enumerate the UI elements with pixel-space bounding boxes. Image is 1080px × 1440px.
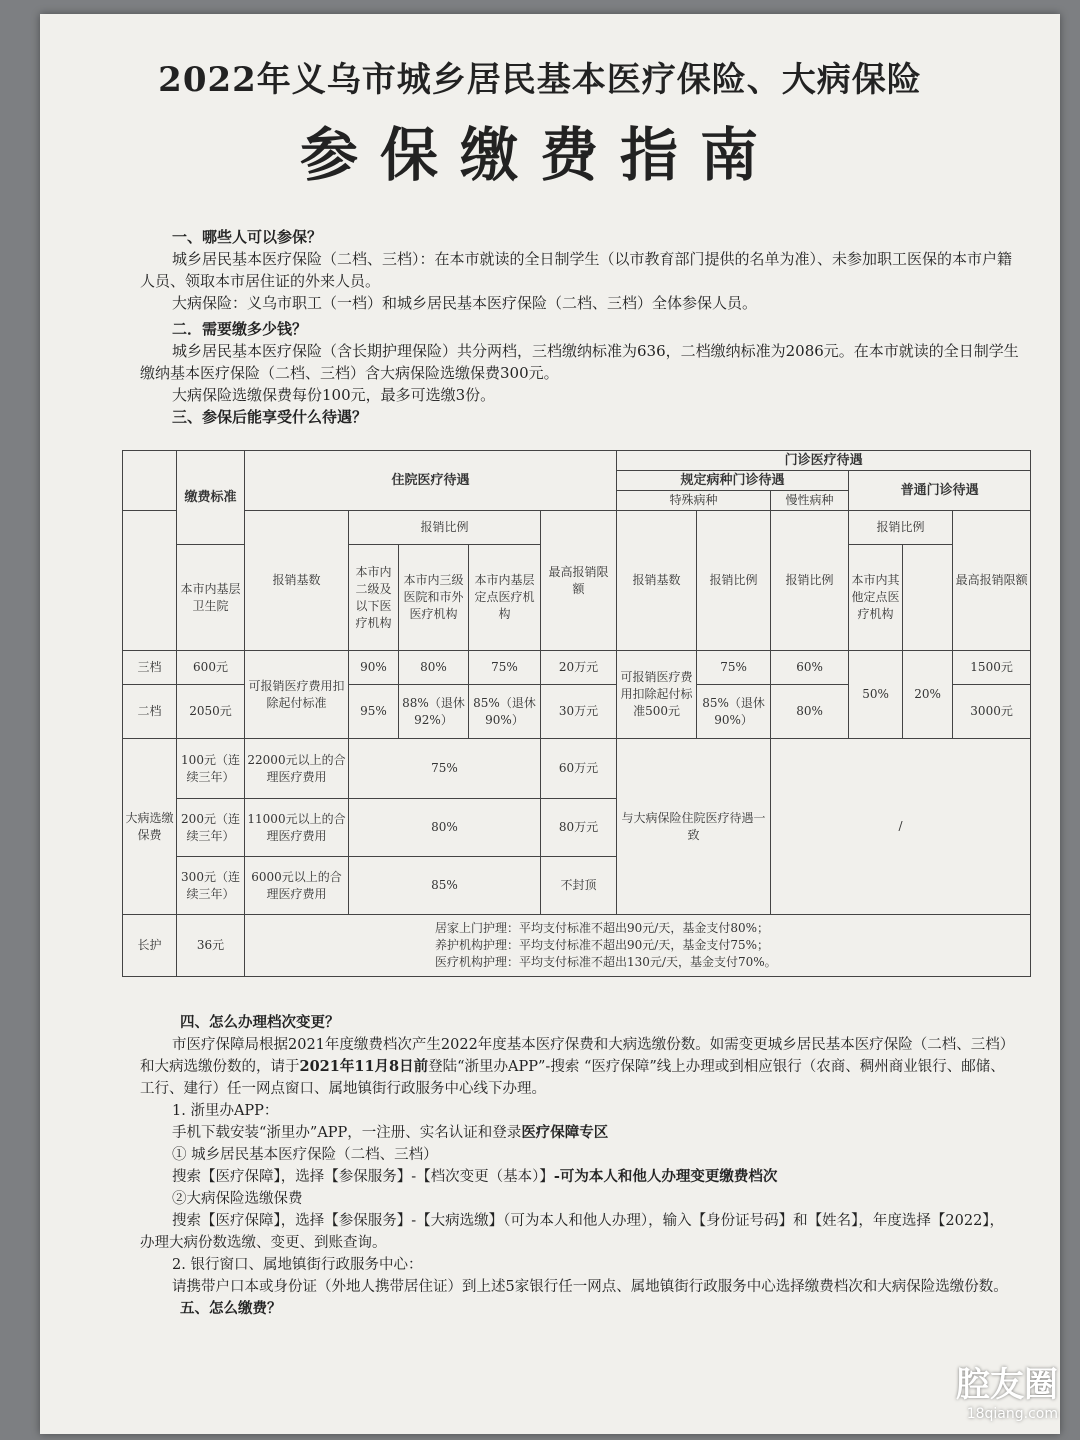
major-label: 大病选缴保费 (123, 739, 177, 915)
section-4-item-1-para (140, 1166, 1010, 1188)
section-1-heading: 一、哪些人可以参保？ (172, 228, 323, 246)
row-label-3: 三档 (123, 651, 177, 685)
header-base: 报销基数 (245, 511, 349, 651)
section-4-sub-1-para (140, 1122, 1010, 1144)
section-2-para-1: 城乡居民基本医疗保险（含长期护理保险）共分两档，三档缴纳标准为636，二档缴纳标准为2086元。在本市就读的全日制学生缴纳基本医疗保险（二档、三档）含大病保险选缴保费300元。 (140, 342, 1019, 382)
row-fee-2: 2050元 (177, 685, 245, 739)
r3-ch-ratio: 60% (771, 651, 849, 685)
m2-cap: 80万元 (541, 799, 617, 857)
section-4-heading: 四、怎么办理档次变更？ (180, 1014, 340, 1031)
header-fee: 缴费标准 (177, 451, 245, 545)
section-1 (140, 226, 1020, 314)
r3-b: 80% (399, 651, 469, 685)
ltc-line-2: 养护机构护理：平均支付标准不超出90元/天，基金支付75%； (435, 938, 769, 952)
header-special: 特殊病种 (617, 491, 771, 511)
m2-fee: 200元（连续三年） (177, 799, 245, 857)
m2-ratio: 80% (349, 799, 541, 857)
r2-cap: 30万元 (541, 685, 617, 739)
header-cap: 最高报销限额 (541, 511, 617, 651)
document-subtitle: 参保缴费指南 (299, 121, 780, 189)
major-same: 与大病保险住院医疗待遇一致 (617, 739, 771, 915)
table-corner (123, 451, 177, 511)
ltc-line-3: 医疗机构护理：平均支付标准不超出130元/天，基金支付70%。 (435, 955, 777, 969)
section-4-item-2: ②大病保险选缴保费 (172, 1191, 303, 1207)
major-slash: / (771, 739, 1031, 915)
header-sp-base: 报销基数 (617, 511, 697, 651)
r3-cap: 20万元 (541, 651, 617, 685)
ltc-line-1: 居家上门护理：平均支付标准不超出90元/天，基金支付80%； (435, 921, 769, 935)
m3-base: 6000元以上的合理医疗费用 (245, 857, 349, 915)
header-g2: 本市内其他定点医疗机构 (849, 545, 903, 651)
header-ch-ratio: 报销比例 (771, 511, 849, 651)
r3-a: 90% (349, 651, 399, 685)
section-1-para-2: 大病保险：义乌市职工（一档）和城乡居民基本医疗保险（二档、三档）全体参保人员。 (172, 294, 758, 312)
benefit-table (122, 450, 1031, 977)
header-sp-ratio: 报销比例 (697, 511, 771, 651)
m3-fee: 300元（连续三年） (177, 857, 245, 915)
header-h2: 本市内二级及以下医疗机构 (349, 545, 399, 651)
table-corner-lower (123, 511, 177, 651)
m1-cap: 60万元 (541, 739, 617, 799)
r2-ch-ratio: 80% (771, 685, 849, 739)
inpatient-base: 可报销医疗费用扣除起付标准 (245, 651, 349, 739)
m3-cap: 不封顶 (541, 857, 617, 915)
header-designated: 规定病种门诊待遇 (617, 471, 849, 491)
section-5-heading: 五、怎么缴费？ (180, 1300, 282, 1317)
section-4-sub-2: 2. 银行窗口、属地镇街行政服务中心： (172, 1257, 423, 1273)
r3-c: 75% (469, 651, 541, 685)
section-4-sub-1: 1. 浙里办APP： (172, 1103, 279, 1119)
item-1-para-b: -可为本人和他人办理变更缴费档次 (553, 1168, 778, 1185)
section-2-para-2: 大病保险选缴保费每份100元，最多可选缴3份。 (172, 386, 496, 404)
r2-a: 95% (349, 685, 399, 739)
header-inpatient: 住院医疗待遇 (245, 451, 617, 511)
section-4-item-2-para: 搜索【医疗保障】，选择【参保服务】-【大病选缴】（可为本人和他人办理），输入【身份证号码】和【姓名】，年度选择【2022】，办理大病份数选缴、变更、到账查询。 (140, 1213, 1005, 1251)
m2-base: 11000元以上的合理医疗费用 (245, 799, 349, 857)
watermark (956, 1357, 1058, 1422)
section-4-sub-2-para: 请携带户口本或身份证（外地人携带居住证）到上述5家银行任一网点、属地镇街行政服务中心选择缴费档次和大病保险选缴份数。 (172, 1279, 1008, 1295)
header-ratio: 报销比例 (349, 511, 541, 545)
row-fee-3: 600元 (177, 651, 245, 685)
section-4-item-1: ① 城乡居民基本医疗保险（二档、三档） (172, 1147, 438, 1163)
m1-fee: 100元（连续三年） (177, 739, 245, 799)
table-row (123, 651, 1031, 685)
r2-sp-ratio: 85%（退休90%） (697, 685, 771, 739)
m1-ratio: 75% (349, 739, 541, 799)
header-g-cap: 最高报销限额 (953, 511, 1031, 651)
section-4-deadline: 2021年11月8日前 (299, 1058, 429, 1075)
table-row (123, 739, 1031, 799)
ltc-detail (245, 915, 1031, 977)
header-outpatient: 门诊医疗待遇 (617, 451, 1031, 471)
table-row (123, 915, 1031, 977)
m1-base: 22000元以上的合理医疗费用 (245, 739, 349, 799)
general-b: 20% (903, 651, 953, 739)
ltc-fee: 36元 (177, 915, 245, 977)
r2-b: 88%（退休92%） (399, 685, 469, 739)
header-h1: 本市内基层卫生院 (177, 545, 245, 651)
ltc-label: 长护 (123, 915, 177, 977)
watermark-logo: 腔友圈 (956, 1365, 1058, 1405)
r2-gcap: 3000元 (953, 685, 1031, 739)
header-general: 普通门诊待遇 (849, 471, 1031, 511)
header-h3: 本市内三级医院和市外医疗机构 (399, 545, 469, 651)
document-title: 2022年义乌市城乡居民基本医疗保险、大病保险 (158, 60, 922, 100)
section-4-para-1 (140, 1034, 1010, 1100)
sub-1-para-b: 医疗保障专区 (521, 1124, 609, 1141)
general-a: 50% (849, 651, 903, 739)
row-label-2: 二档 (123, 685, 177, 739)
header-g-ratio: 报销比例 (849, 511, 953, 545)
section-2-heading: 二．需要缴多少钱？ (172, 320, 308, 338)
sub-1-para-a: 手机下载安装“浙里办”APP，一注册、实名认证和登录 (172, 1125, 522, 1141)
r3-gcap: 1500元 (953, 651, 1031, 685)
special-base: 可报销医疗费用扣除起付标准500元 (617, 651, 697, 739)
r2-c: 85%（退休90%） (469, 685, 541, 739)
section-4-para-1-a: 市医疗保障局根据2021年度缴费档次产生2022年度基本医疗保费和大病选缴份数。如需变更城乡居民基本医疗保险（二档、三档）和大病选缴份数的，请于 (140, 1037, 1008, 1075)
watermark-url: 18qiang.com (966, 1406, 1058, 1422)
header-g1: 本市内基层定点医疗机构 (469, 545, 541, 651)
r3-sp-ratio: 75% (697, 651, 771, 685)
header-chronic: 慢性病种 (771, 491, 849, 511)
section-4-para-1-c: 登陆“浙里办APP”-搜索 “医疗保障”线上办理或到相应银行（农商、稠州商业银行、邮储、工行、建行）任一网点窗口、属地镇街行政服务中心线下办理。 (140, 1059, 1005, 1097)
section-1-para-1: 城乡居民基本医疗保险（二档、三档）：在本市就读的全日制学生（以市教育部门提供的名单为准）、未参加职工医保的本市户籍人员、领取本市居住证的外来人员。 (140, 250, 1013, 290)
section-3-heading: 三、参保后能享受什么待遇？ (172, 408, 368, 426)
section-4 (140, 1012, 1010, 1320)
item-1-para-a: 搜索【医疗保障】，选择【参保服务】-【档次变更（基本）】 (172, 1169, 554, 1185)
section-2 (140, 318, 1020, 428)
m3-ratio: 85% (349, 857, 541, 915)
